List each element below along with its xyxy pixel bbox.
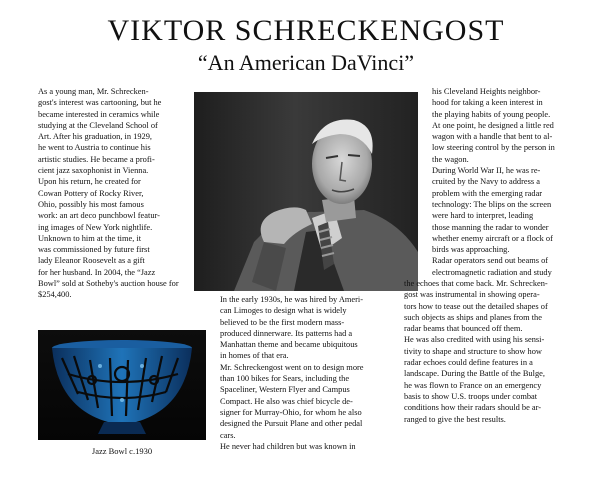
text-line: the echoes that come back. Mr. Schrecken- xyxy=(404,279,548,288)
text-line: those manning the radar to wonder xyxy=(432,222,549,232)
text-line: problem with the emerging radar xyxy=(432,188,543,198)
text-line: such objects as ships and planes from the xyxy=(404,312,542,322)
text-line: his Cleveland Heights neighbor- xyxy=(432,87,541,96)
text-line: Spaceliner, Western Flyer and Campus xyxy=(220,385,350,395)
text-line: Manhattan theme and became ubiquitous xyxy=(220,340,358,350)
text-line: designed the Pursuit Plane and other pedal xyxy=(220,419,363,429)
text-line: tors how to tease out the detailed shapes of xyxy=(404,301,548,311)
text-line: signer for Murray-Ohio, for whom he also xyxy=(220,407,362,417)
text-line: landscape. During the Battle of the Bulge, xyxy=(404,369,545,379)
text-line: became interested in ceramics while xyxy=(38,109,160,119)
page-subtitle: “An American DaVinci” xyxy=(197,50,415,75)
text-line: ranged to give the best results. xyxy=(404,414,506,424)
text-line: During World War II, he was re- xyxy=(432,166,541,176)
image-caption: Jazz Bowl c.1930 xyxy=(91,446,153,456)
text-line: $254,400. xyxy=(38,290,72,300)
text-line: were hard to interpret, leading xyxy=(432,211,534,221)
text-line: electromagnetic radiation and study xyxy=(432,267,552,277)
text-line: Compact. He also was chief bicycle de- xyxy=(220,396,353,406)
text-line: Mr. Schreckengost went on to design more xyxy=(220,362,364,372)
text-line: Cowan Pottery of Rocky River, xyxy=(38,188,144,198)
text-line: Art. After his graduation, in 1929, xyxy=(38,132,152,142)
page-title: VIKTOR SCHRECKENGOST xyxy=(107,14,505,47)
text-line: birds was approaching. xyxy=(432,245,510,255)
text-line: for her husband. In 2004, the “Jazz xyxy=(38,267,156,277)
text-line: ing images of New York nightlife. xyxy=(38,222,153,232)
text-line: radar beams that bounced off them. xyxy=(404,324,523,334)
text-line: in homes of that era. xyxy=(220,351,289,361)
right-column-text-top xyxy=(432,86,572,278)
portrait-photo xyxy=(194,92,418,291)
text-line: low steering control by the person in xyxy=(432,143,555,153)
text-line: He was also credited with using his sensi- xyxy=(404,335,545,345)
text-line: the playing habits of young people. xyxy=(432,109,551,119)
text-line: cars. xyxy=(220,430,236,440)
middle-column-text xyxy=(220,294,396,452)
text-line: can Limoges to design what is widely xyxy=(220,306,347,316)
text-line: He never had children but was known in xyxy=(220,441,356,451)
text-line: wagon with a handle that bent to al- xyxy=(432,132,553,142)
text-line: Ohio, possibly his most famous xyxy=(38,199,144,209)
text-line: artistic studies. He became a profi- xyxy=(38,154,155,164)
text-line: than 100 bikes for Sears, including the xyxy=(220,374,350,384)
right-column-text-bottom xyxy=(404,278,574,425)
text-line: cient jazz saxophonist in Vienna. xyxy=(38,166,149,176)
text-line: lady Eleanor Roosevelt as a gift xyxy=(38,256,145,266)
text-line: technology: The blips on the screen xyxy=(432,199,552,209)
text-line: he was flown to France on an emergency xyxy=(404,380,542,390)
text-line: studying at the Cleveland School of xyxy=(38,120,158,130)
text-line: gost's interest was cartooning, but he xyxy=(38,98,162,108)
text-line: Unknown to him at the time, it xyxy=(38,233,142,243)
text-line: conditions how their radars should be ar- xyxy=(404,403,542,413)
text-line: basis to show U.S. troops under combat xyxy=(404,391,538,401)
text-line: work: an art deco punchbowl featur- xyxy=(38,211,160,221)
text-line: tivity to shape and structure to show how xyxy=(404,346,542,356)
text-line: he went to Austria to continue his xyxy=(38,143,151,153)
text-line: At one point, he designed a little red xyxy=(432,120,554,130)
text-line: In the early 1930s, he was hired by Ameri- xyxy=(220,295,364,304)
text-line: Bowl” sold at Sotheby's auction house for xyxy=(38,279,179,289)
text-line: hood for taking a keen interest in xyxy=(432,98,543,108)
text-line: radar echoes could define features in a xyxy=(404,358,533,368)
text-line: was commissioned by future first xyxy=(38,245,150,255)
text-line: As a young man, Mr. Schrecken- xyxy=(38,87,149,96)
text-line: produced dinnerware. Its patterns had a xyxy=(220,328,353,338)
text-line: whether enemy aircraft or a flock of xyxy=(432,233,553,243)
text-line: cruited by the Navy to address a xyxy=(432,177,540,187)
text-line: the wagon. xyxy=(432,154,469,164)
text-line: gost was instrumental in showing opera- xyxy=(404,290,540,300)
text-line: Upon his return, he created for xyxy=(38,177,141,187)
left-column-text xyxy=(38,86,186,301)
text-line: Radar operators send out beams of xyxy=(432,256,549,266)
text-line: believed to be the first modern mass- xyxy=(220,317,345,327)
jazz-bowl-photo xyxy=(38,330,206,440)
